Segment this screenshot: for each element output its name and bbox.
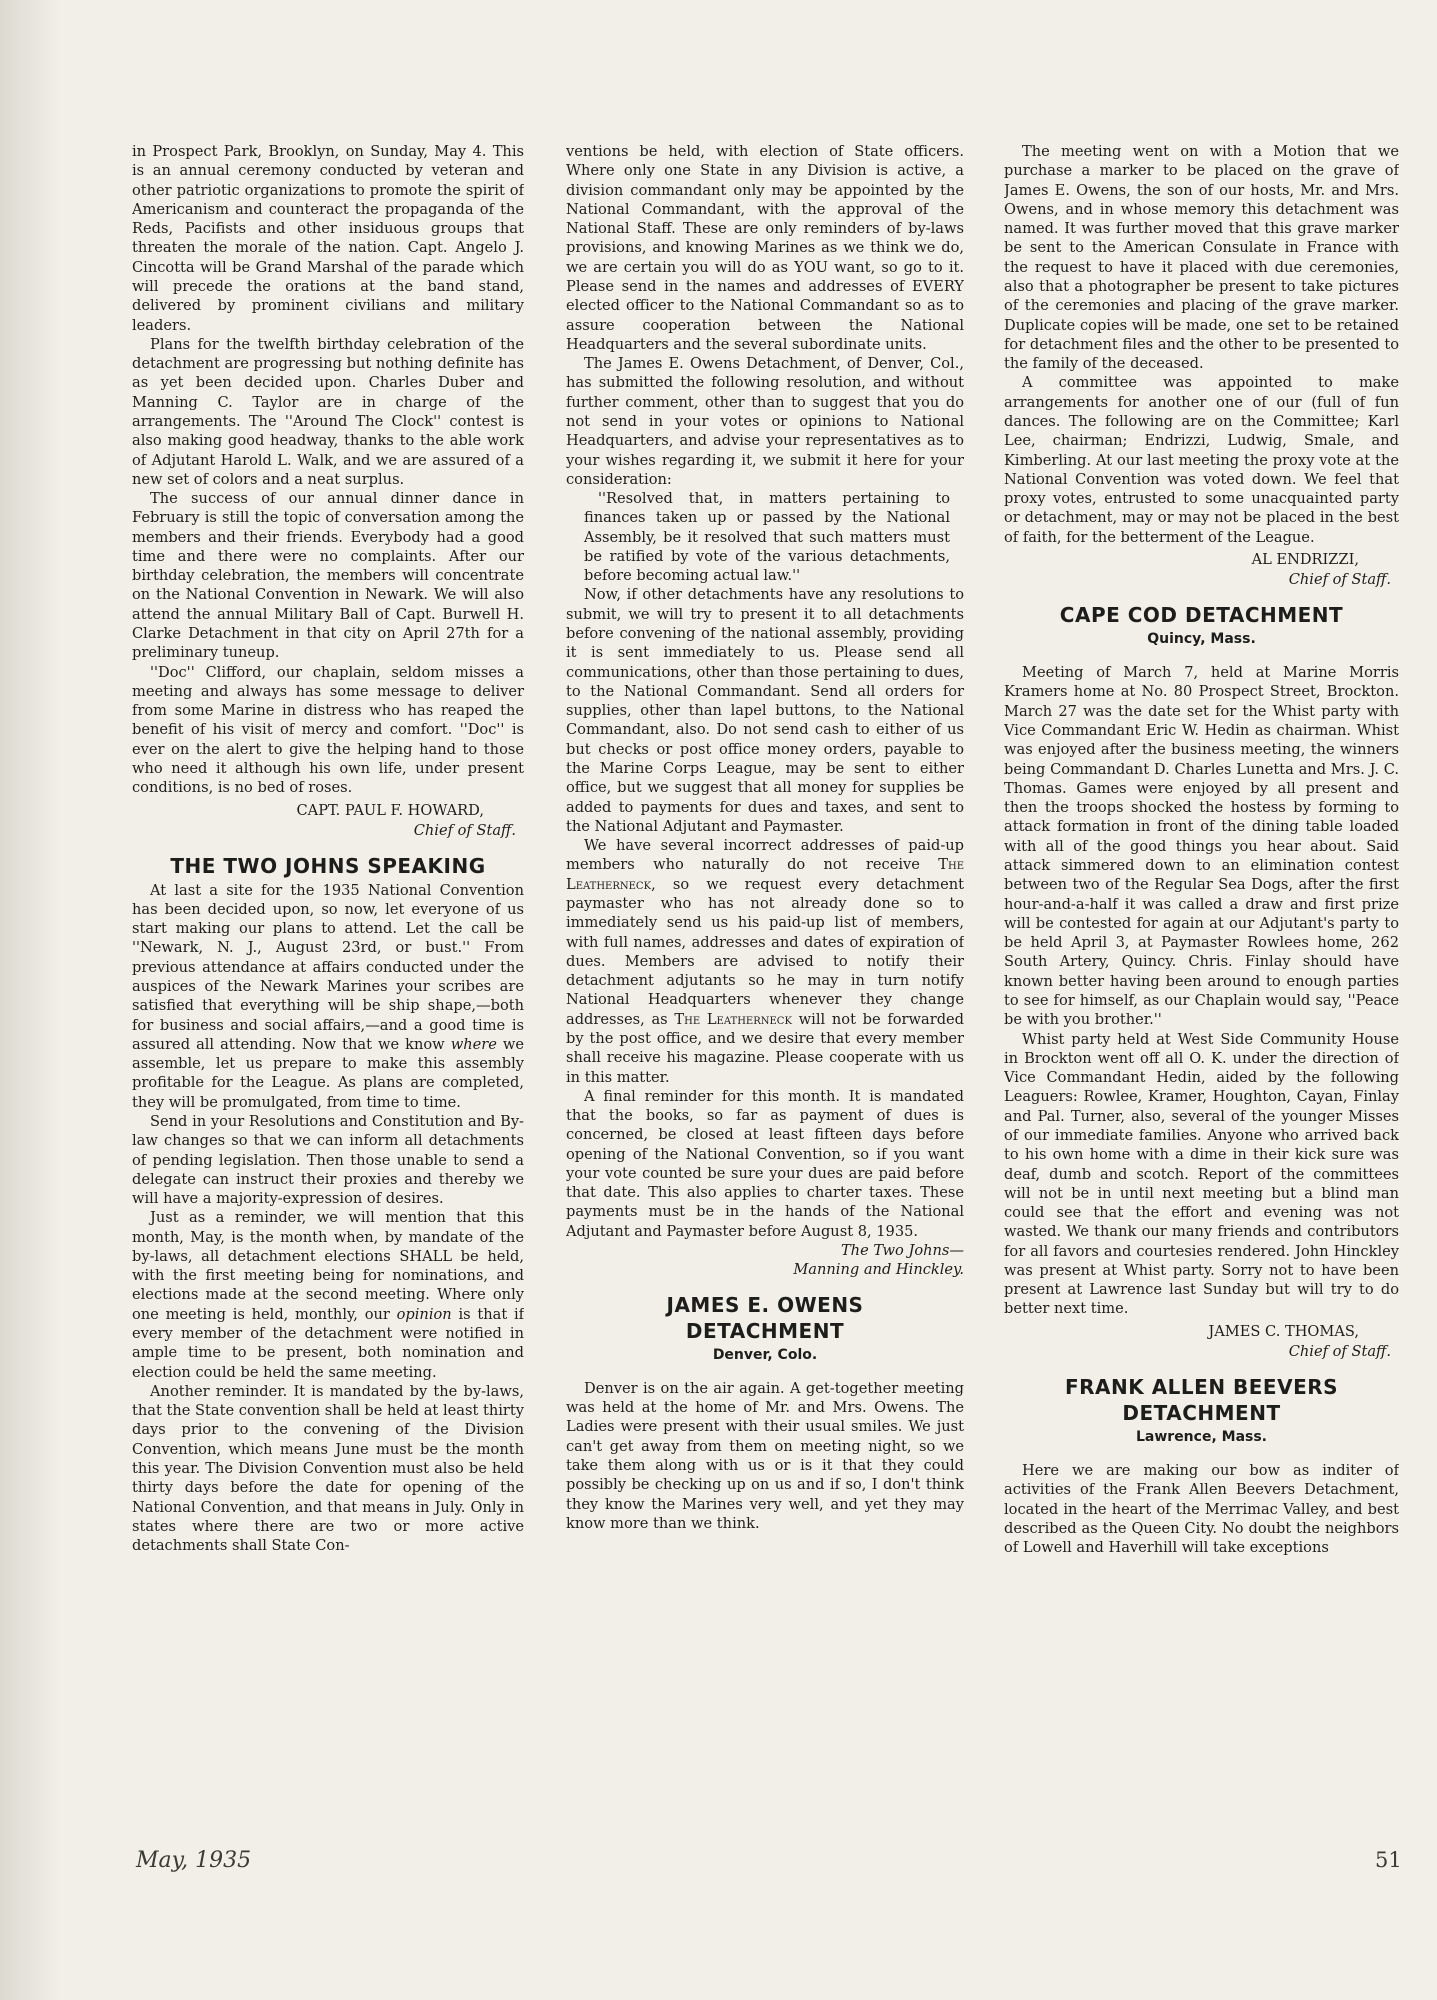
paragraph: Now, if other detachments have any resolutions to submit, we will try to present it to all detachments before convening of the national assembly, providing it is sent immediately to us. Please send all communications, other than those pertaining to dues, to the National Commandant. Send all orders for supplies, other than lapel buttons, to the National Commandant, also. Do not send cash to either of us but checks or post office money orders, payable to the Marine Corps League, may be sent to either office, but we suggest that all money for supplies be added to payments for dues and taxes, and sent to the National Adjutant and Paymaster.: [566, 586, 964, 835]
paragraph: A final reminder for this month. It is mandated that the books, so far as payment of dues is concerned, be closed at least fifteen days before opening of the National Convention, so if you want your vote counted be sure your dues are paid before that date. This also applies to charter taxes. These payments must be in the hands of the National Adjutant and Paymaster before August 8, 1935.: [566, 1087, 964, 1240]
paragraph: Here we are making our bow as inditer of activities of the Frank Allen Beevers Detachment, located in the heart of the Merrimac Valley, and best described as the Queen City. No doubt the neighbors of Lowell and Haverhill will take exceptions: [1004, 1462, 1399, 1557]
column-2: [566, 142, 964, 1830]
signature-name: CAPT. PAUL F. HOWARD,: [296, 801, 484, 819]
heading-line: FRANK ALLEN BEEVERS: [1064, 1374, 1339, 1399]
location-label: Denver, Colo.: [712, 1346, 818, 1363]
signature-title: Chief of Staff.: [413, 821, 516, 839]
signature-name: AL ENDRIZZI,: [1251, 550, 1359, 568]
paragraph: The success of our annual dinner dance in February is still the topic of conversation among the members and their friends. Everybody had a good time and there were no complaints. After our birthday celebration, the members will concentrate on the National Convention in Newark. We will also attend the annual Military Ball of Capt. Burwell H. Clarke Detachment in that city on April 27th for a preliminary tuneup.: [132, 490, 524, 662]
heading-line: DETACHMENT: [685, 1318, 845, 1343]
text-run: , so we request every detachment paymaster who has not already done so to immediately send us his paid-up list of members, with full names, addresses and dates of expiration of dues. Members are advised to notify their detachment adjutants so he may in turn notify National Headquarters whenever they change addresses, as: [566, 875, 964, 1028]
column-3: [1004, 142, 1399, 1830]
heading-line: JAMES E. OWENS: [666, 1292, 864, 1317]
signature-title: Chief of Staff.: [1288, 570, 1391, 588]
paragraph: The James E. Owens Detachment, of Denver, Col., has submitted the following resolution, and without further comment, other than to suggest that you do not send in your votes or opinions to National Headquarters, and advise your representatives as to your wishes regarding it, we submit it here for your consideration:: [566, 355, 964, 488]
paragraph: Denver is on the air again. A get-together meeting was held at the home of Mr. and Mrs. Owens. The Ladies were present with their usual smiles. We just can't get away from them on meeting night, so we take them along with us or is it that they could possibly be checking up on us and if so, I don't think they know the Marines very well, and yet they may know more than we think.: [566, 1379, 964, 1532]
paragraph: in Prospect Park, Brooklyn, on Sunday, May 4. This is an annual ceremony conducted by veteran and other patriotic organizations to promote the spirit of Americanism and counteract the propaganda of the Reds, Pacifists and other insiduous groups that threaten the morale of the nation. Capt. Angelo J. Cincotta will be Grand Marshal of the parade which will precede the orations at the band stand, delivered by prominent civilians and military leaders.: [132, 143, 524, 334]
signature-title: Chief of Staff.: [1288, 1342, 1391, 1360]
resolution-quote: ''Resolved that, in matters pertaining to finances taken up or passed by the National Assembly, be it resolved that such matters must be ratified by vote of the various detachments, before becoming actual law.'': [584, 490, 950, 585]
paragraph: ''Doc'' Clifford, our chaplain, seldom misses a meeting and always has some message to deliver from some Marine in distress who has reaped the benefit of his visit of mercy and comfort. ''Doc'' is ever on the alert to give the helping hand to those who need it although his own life, under present conditions, is no bed of roses.: [132, 663, 524, 797]
paragraph: Meeting of March 7, held at Marine Morris Kramers home at No. 80 Prospect Street, Brockton. March 27 was the date set for the Whist party with Vice Commandant Eric W. Hedin as chairman. Whist was enjoyed after the business meeting, the winners being Commandant D. Charles Lunetta and Mrs. J. C. Thomas. Games were enjoyed by all present and then the troops shocked the hostess by forming to attack formation in front of the dining table loaded with all of the good things you hear about. Said attack simmered down to an elimination contest between two of the Regular Sea Dogs, after the first hour-and-a-half it was called a draw and first prize will be contested for again at our Adjutant's party to be held April 3, at Paymaster Rowlees home, 262 South Artery, Quincy. Chris. Finlay should have known better having been around to enough parties to see for himself, as our Chaplain would say, ''Peace be with you brother.'': [1004, 664, 1399, 1029]
location-label: Quincy, Mass.: [1147, 630, 1256, 647]
signature-name: JAMES C. THOMAS,: [1208, 1322, 1359, 1340]
paragraph: Plans for the twelfth birthday celebration of the detachment are progressing but nothing definite has as yet been decided upon. Charles Duber and Manning C. Taylor are in charge of the arrangements. The ''Around The Clock'' contest is also making good headway, thanks to the able work of Adjutant Harold L. Walk, and we are assured of a new set of colors and a neat surplus.: [132, 335, 524, 488]
paragraph: ventions be held, with election of State officers. Where only one State in any Division is active, a division commandant only may be appointed by the National Commandant, with the approval of the National Staff. These are only reminders of by-laws provisions, and knowing Marines as we think we do, we are certain you will do as YOU want, so go to it. Please send in the names and addresses of EVERY elected officer to the National Commandant so as to assure cooperation between the National Headquarters and the several subordinate units.: [566, 143, 964, 353]
magazine-name: The Leatherneck: [674, 1010, 792, 1028]
text-run: we assemble, let us prepare to make this assembly profitable for the League. As plans are completed, they will be promulgated, from time to time.: [132, 1035, 524, 1111]
paragraph: [132, 881, 524, 1112]
section-heading-cape-cod: CAPE COD DETACHMENT: [1059, 602, 1344, 627]
page-binding-shadow: [0, 0, 60, 2000]
text-run: At last a site for the 1935 National Convention has been decided upon, so now, let everyone of us start making our plans to attend. Let the call be ''Newark, N. J., August 23rd, or bust.'' From previous attendance at affairs conducted under the auspices of the Newark Marines your scribes are satisfied that everything will be ship shape,—both for business and social affairs,—and a good time is assured all attending. Now that we know: [132, 881, 524, 1053]
signature: [1004, 550, 1395, 590]
section-heading-james-owens: [566, 1292, 964, 1344]
emphasis: where: [450, 1035, 497, 1053]
footer-date: May, 1935: [136, 1848, 252, 1873]
text-run: We have several incorrect addresses of paid-up members who naturally do not receive: [566, 837, 964, 874]
paragraph: [566, 836, 964, 1087]
signature: [132, 801, 520, 841]
paragraph: The meeting went on with a Motion that we purchase a marker to be placed on the grave of James E. Owens, the son of our hosts, Mr. and Mrs. Owens, and in whose memory this detachment was named. It was further moved that this grave marker be sent to the American Consulate in France with the request to have it placed with due ceremonies, also that a photographer be present to take pictures of the ceremonies and placing of the grave marker. Duplicate copies will be made, one set to be retained for detachment files and the other to be presented to the family of the deceased.: [1004, 143, 1399, 373]
text-run: Just as a reminder, we will mention that this month, May, is the month when, by mandate of the by-laws, all detachment elections SHALL be held, with the first meeting being for nominations, and elections made at the second meeting. Where only one meeting is held, monthly, our: [132, 1209, 524, 1323]
section-heading-frank-allen-beevers: [1004, 1374, 1399, 1426]
signature-line-2: Manning and Hinckley.: [793, 1261, 964, 1279]
signature: [1004, 1322, 1395, 1362]
section-heading-two-johns: THE TWO JOHNS SPEAKING: [170, 853, 486, 878]
text-run: is that if every member of the detachment were notified in ample time to be present, both nomination and election could be held the same meeting.: [132, 1305, 524, 1381]
location-label: Lawrence, Mass.: [1135, 1428, 1268, 1445]
text-run: will not be forwarded by the post office, and we desire that every member shall receive his magazine. Please cooperate with us in this matter.: [566, 1010, 964, 1086]
paragraph: A committee was appointed to make arrangements for another one of our (full of fun dances. The following are on the Committee; Karl Lee, chairman; Endrizzi, Ludwig, Smale, and Kimberling. At our last meeting the proxy vote at the National Convention was voted down. We feel that proxy votes, entrusted to some unacquainted party or detachment, may or may not be placed in the best of faith, for the betterment of the League.: [1004, 374, 1399, 546]
emphasis: opinion: [396, 1305, 452, 1323]
paragraph: Send in your Resolutions and Constitution and By-law changes so that we can inform all detachments of pending legislation. Then those unable to send a delegate can instruct their proxies and thereby we will have a majority-expression of desires.: [132, 1112, 524, 1208]
heading-line: DETACHMENT: [1122, 1400, 1281, 1425]
column-1: [132, 142, 524, 1830]
paragraph: [132, 1208, 524, 1382]
paragraph: Whist party held at West Side Community House in Brockton went off all O. K. under the direction of Vice Commandant Hedin, aided by the following Leaguers: Rowlee, Kramer, Houghton, Cayan, Finlay and Pal. Turner, also, several of the younger Misses of our immediate families. Anyone who arrived back to his own home with a dime in their kick sure was deaf, dumb and scotch. Report of the committees will not be in until next meeting but a blind man could see that the effort and evening was not wasted. We thank our many friends and contributors for all favors and courtesies rendered. John Hinckley was present at Whist party. Sorry not to have been present at Lawrence last Sunday but will try to do better next time.: [1004, 1030, 1399, 1318]
page-number: 51: [1375, 1848, 1402, 1872]
paragraph: Another reminder. It is mandated by the by-laws, that the State convention shall be held at least thirty days prior to the convening of the Division Convention, which means June must be the month this year. The Division Convention must also be held thirty days before the date for opening of the National Convention, and that means in July. Only in states where there are two or more active detachments shall State Con-: [132, 1382, 524, 1555]
signature-line-1: The Two Johns—: [840, 1242, 964, 1260]
magazine-name: The Leatherneck: [566, 856, 964, 893]
